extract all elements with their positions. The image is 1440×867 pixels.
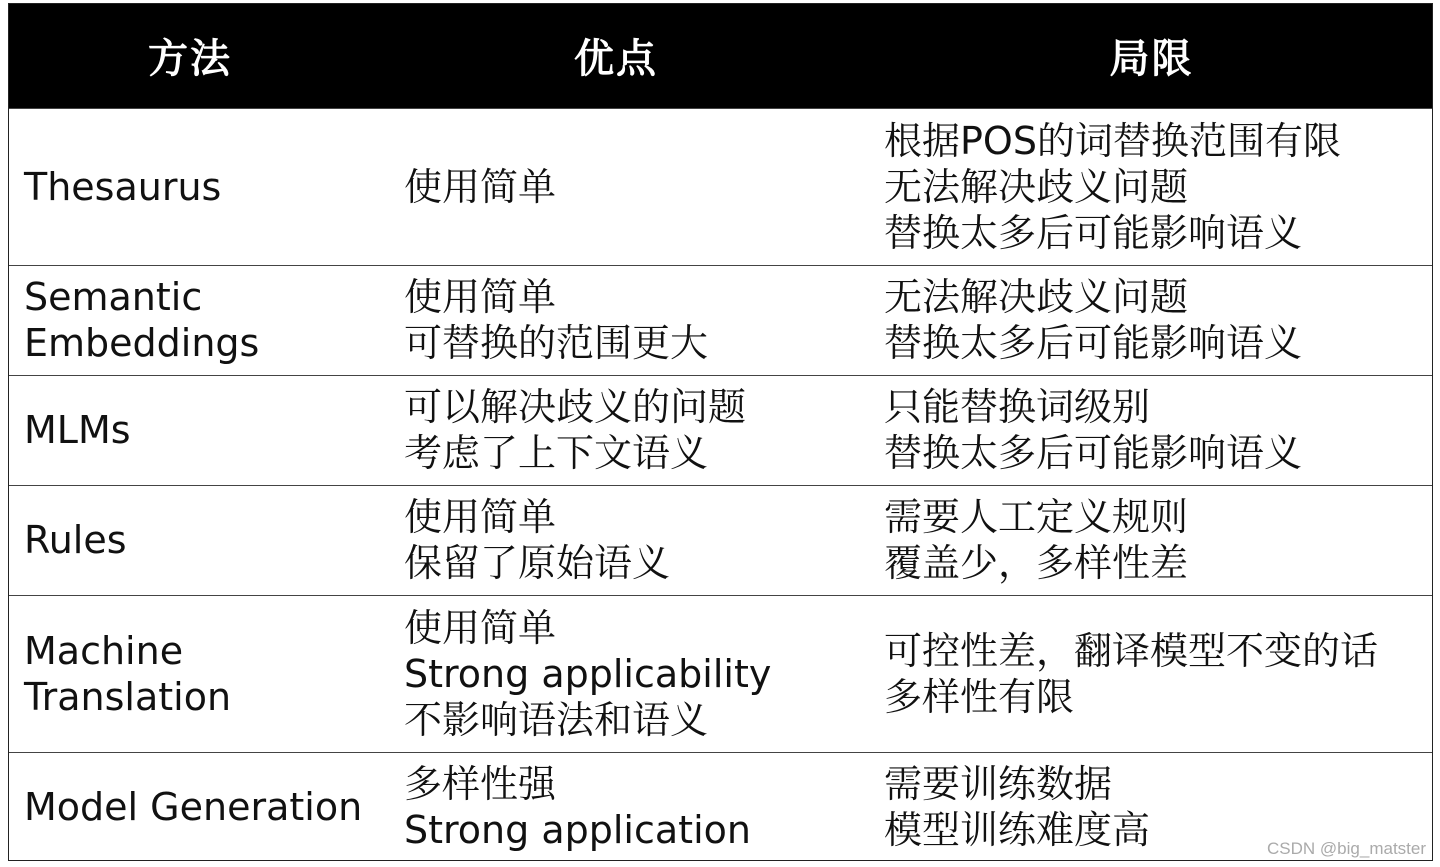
cons-text: 替换太多后可能影响语义 [884, 321, 1303, 365]
header-pros: 优点 [574, 36, 658, 83]
method-text: Semantic [24, 275, 203, 319]
cons-text: 需要人工定义规则 [884, 495, 1189, 539]
method-cell [9, 752, 391, 862]
method-text: MLMs [24, 408, 131, 452]
table-row [9, 595, 1432, 752]
comparison-table-container [8, 3, 1433, 861]
cons-text: 模型训练难度高 [884, 808, 1151, 853]
header-row [9, 4, 1432, 108]
method-text: Translation [24, 674, 232, 719]
pros-cell [391, 108, 871, 265]
cons-text: 只能替换词级别 [884, 385, 1151, 429]
method-cell [9, 595, 391, 752]
method-cell [9, 375, 391, 485]
pros-cell [391, 752, 871, 862]
cons-text: 根据POS的词替换范围有限 [884, 118, 1341, 163]
cons-text: 无法解决歧义问题 [884, 275, 1189, 319]
table-body [9, 108, 1432, 862]
method-cell [9, 485, 391, 595]
pros-text: 不影响语法和语义 [404, 697, 709, 742]
method-cell [9, 108, 391, 265]
cons-text: 可控性差，翻译模型不变的话 [884, 628, 1379, 673]
cons-cell [871, 265, 1432, 375]
method-text: Model Generation [24, 785, 363, 830]
pros-text: 可替换的范围更大 [404, 321, 709, 365]
pros-text: 保留了原始语义 [404, 541, 671, 585]
pros-text: 可以解决歧义的问题 [404, 385, 747, 429]
table-row [9, 375, 1432, 485]
cons-text: 无法解决歧义问题 [884, 164, 1189, 209]
pros-text: Strong applicability [404, 651, 772, 696]
pros-cell [391, 485, 871, 595]
cons-text: 替换太多后可能影响语义 [884, 210, 1303, 255]
method-text: Embeddings [24, 321, 260, 365]
pros-text: 使用简单 [404, 164, 557, 209]
cons-cell [871, 485, 1432, 595]
method-cell [9, 265, 391, 375]
pros-cell [391, 265, 871, 375]
cons-cell [871, 595, 1432, 752]
header-method: 方法 [148, 36, 232, 83]
method-text: Machine [24, 628, 184, 673]
table-row [9, 265, 1432, 375]
pros-cell [391, 375, 871, 485]
cons-text: 需要训练数据 [884, 762, 1113, 807]
pros-text: 多样性强 [404, 762, 557, 807]
comparison-table [9, 4, 1432, 862]
table-row [9, 485, 1432, 595]
pros-text: 使用简单 [404, 275, 557, 319]
pros-cell [391, 595, 871, 752]
method-text: Rules [24, 518, 127, 562]
table-header [9, 4, 1432, 108]
cons-cell [871, 108, 1432, 265]
header-cons: 局限 [1109, 36, 1194, 83]
cons-text: 覆盖少，多样性差 [884, 541, 1189, 585]
table-row [9, 752, 1432, 862]
cons-text: 替换太多后可能影响语义 [884, 431, 1303, 475]
method-text: Thesaurus [24, 164, 222, 209]
pros-text: Strong application [404, 808, 751, 853]
pros-text: 考虑了上下文语义 [404, 431, 709, 475]
cons-text: 多样性有限 [884, 674, 1075, 719]
pros-text: 使用简单 [404, 495, 557, 539]
watermark: CSDN @big_matster [1267, 839, 1426, 858]
table-row [9, 108, 1432, 265]
cons-cell [871, 375, 1432, 485]
pros-text: 使用简单 [404, 605, 557, 650]
